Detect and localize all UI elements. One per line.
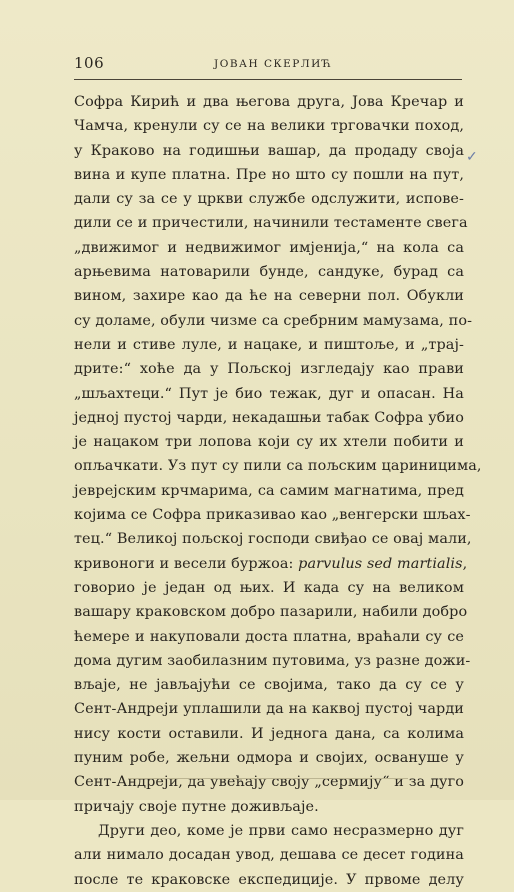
text-line: су доламе, обули чизме са сребрним мамузама, по- [74, 312, 473, 329]
text-line: Чамча, кренули су се на велики трговачки поход, [74, 118, 464, 135]
text-line: дрите:“ хоће да у Пољској изгледају као прави [74, 361, 464, 378]
text-line: Софра Кирић и два његова друга, Јова Кречар и [74, 94, 464, 110]
margin-check-mark: ✓ [466, 149, 478, 165]
text-line: после те краковске експедиције. У првоме делу [74, 871, 464, 888]
text-line: дали су за се у цркви службе одслужити, испове- [74, 191, 464, 208]
text-line: којима се Софра приказивао као „венгерски шљах- [74, 507, 471, 524]
text-line: али нимало досадан увод, дешава се десет година [74, 847, 464, 864]
running-head: ЈОВАН СКЕРЛИЋ [214, 58, 333, 70]
text-line: „шљахтеци.“ Пут је био тежак, дуг и опасан. На [74, 385, 464, 402]
text-line: је нацаком три лопова који су их хтели побити и [74, 434, 464, 451]
page-bottom-edge [128, 778, 408, 779]
text-line: „движимог и недвижимог имјенија,“ на кола са [74, 239, 464, 256]
text-line: дили се и причестили, начинили тестаменте свега [74, 215, 468, 232]
text-line: Други део, коме је први само несразмерно дуг [98, 822, 464, 839]
text-line: опљачкати. Уз пут су пили са пољским цариницима, [74, 458, 482, 475]
text-line: ћемере и накуповали доста платна, враћали су се [74, 628, 464, 645]
text-line: говорио је један од њих. И када су на великом [74, 579, 464, 596]
text-line: вљаје, не јављајући се својима, тако да су се у [74, 677, 464, 694]
text-line: дома дугим заобилазним путовима, уз разне дожи- [74, 652, 471, 669]
text-line: кривоноги и весели буржоа: parvulus sed martialis, [74, 555, 468, 572]
text-line: јеврејским крчмарима, са самим магнатима, пред [74, 482, 464, 499]
text-line: причају своје путне доживљаје. [74, 798, 319, 815]
text-line: у Краково на годишњи вашар, да продаду своја [74, 142, 464, 159]
text-line: тец.“ Великој пољској господи свиђао се овај мали, [74, 531, 472, 548]
text-line: вином, захире као да ће на северни пол. Обукли [74, 288, 464, 305]
text-line: Сент-Андреји уплашили да на каквој пустој чарди [74, 701, 464, 718]
page-number: 106 [74, 54, 105, 72]
text-line: нису кости оставили. И једнога дана, са колима [74, 725, 464, 742]
body-text [74, 90, 482, 892]
text-line: вашару краковском добро пазарили, набили добро [74, 604, 468, 621]
text-line: арњевима натоварили бунде, сандуке, бурад са [74, 264, 464, 281]
text-line: вина и купе платна. Пре но што су пошли на пут, [74, 166, 464, 183]
text-line: Сент-Андреји, да увећају своју „сермију“ и за дуго [74, 774, 464, 791]
text-line: једној пустој чарди, некадашњи табак Софра убио [74, 409, 464, 426]
text-line: пуним робе, жељни одмора и својих, освануше у [74, 750, 464, 767]
page-header [74, 54, 462, 78]
text-line: нели и стиве луле, и нацаке, и пиштоље, и „трај- [74, 336, 464, 353]
latin-phrase: parvulus sed martialis [298, 555, 463, 572]
header-rule [74, 79, 462, 80]
